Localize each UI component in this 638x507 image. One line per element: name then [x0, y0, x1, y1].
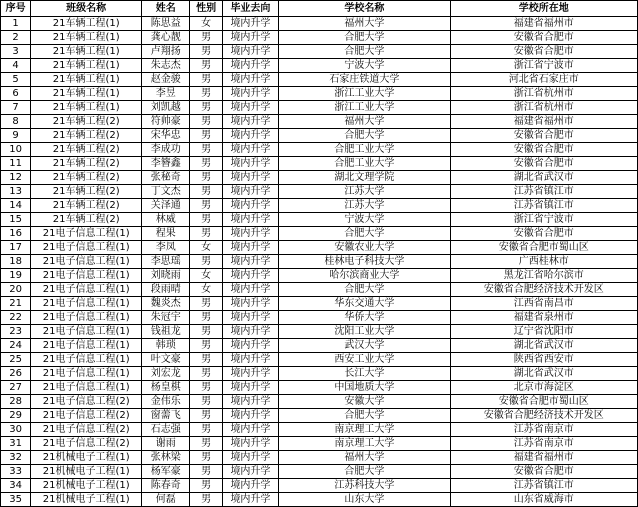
cell-location: 安徽省合肥市蜀山区	[450, 395, 638, 409]
table-row	[1, 199, 638, 213]
cell-destination: 境内升学	[222, 381, 278, 395]
cell-destination: 境内升学	[222, 339, 278, 353]
cell-gender: 男	[190, 465, 222, 479]
cell-gender: 男	[190, 409, 222, 423]
cell-index: 13	[1, 185, 31, 199]
table-row	[1, 45, 638, 59]
cell-name: 金伟乐	[142, 395, 190, 409]
cell-class: 21电子信息工程(2)	[31, 437, 142, 451]
cell-class: 21电子信息工程(1)	[31, 255, 142, 269]
cell-school: 石家庄铁道大学	[279, 73, 450, 87]
cell-school: 浙江工业大学	[279, 101, 450, 115]
cell-class: 21车辆工程(1)	[31, 17, 142, 31]
cell-location: 安徽省合肥经济技术开发区	[450, 283, 638, 297]
cell-destination: 境内升学	[222, 227, 278, 241]
column-header-gender: 性别	[190, 1, 222, 17]
table-row	[1, 353, 638, 367]
cell-class: 21电子信息工程(2)	[31, 423, 142, 437]
cell-destination: 境内升学	[222, 465, 278, 479]
cell-gender: 男	[190, 451, 222, 465]
cell-school: 长江大学	[279, 367, 450, 381]
cell-index: 26	[1, 367, 31, 381]
cell-class: 21电子信息工程(1)	[31, 381, 142, 395]
table-row	[1, 31, 638, 45]
cell-school: 合肥大学	[279, 129, 450, 143]
table-row	[1, 269, 638, 283]
cell-name: 刘凯越	[142, 101, 190, 115]
cell-gender: 女	[190, 241, 222, 255]
cell-gender: 男	[190, 185, 222, 199]
cell-destination: 境内升学	[222, 255, 278, 269]
cell-school: 福州大学	[279, 115, 450, 129]
cell-name: 程果	[142, 227, 190, 241]
table-row	[1, 311, 638, 325]
cell-destination: 境内升学	[222, 283, 278, 297]
cell-name: 张林梁	[142, 451, 190, 465]
cell-destination: 境内升学	[222, 129, 278, 143]
cell-name: 刘晓雨	[142, 269, 190, 283]
cell-school: 福州大学	[279, 451, 450, 465]
cell-location: 浙江省杭州市	[450, 87, 638, 101]
cell-index: 17	[1, 241, 31, 255]
cell-gender: 男	[190, 367, 222, 381]
cell-school: 江苏大学	[279, 199, 450, 213]
cell-school: 合肥大学	[279, 465, 450, 479]
column-header-school: 学校名称	[279, 1, 450, 17]
cell-gender: 男	[190, 297, 222, 311]
cell-destination: 境内升学	[222, 423, 278, 437]
cell-location: 广西桂林市	[450, 255, 638, 269]
cell-gender: 男	[190, 45, 222, 59]
table-row	[1, 171, 638, 185]
cell-name: 叶文豪	[142, 353, 190, 367]
cell-school: 山东大学	[279, 493, 450, 507]
cell-destination: 境内升学	[222, 143, 278, 157]
cell-index: 29	[1, 409, 31, 423]
table-body	[1, 17, 638, 507]
cell-school: 江苏大学	[279, 185, 450, 199]
cell-class: 21机械电子工程(1)	[31, 479, 142, 493]
cell-school: 湖北文理学院	[279, 171, 450, 185]
cell-name: 张秘奇	[142, 171, 190, 185]
cell-index: 22	[1, 311, 31, 325]
table-row	[1, 241, 638, 255]
cell-name: 宋华忠	[142, 129, 190, 143]
cell-class: 21电子信息工程(1)	[31, 283, 142, 297]
cell-class: 21电子信息工程(2)	[31, 409, 142, 423]
cell-gender: 男	[190, 479, 222, 493]
table-row	[1, 255, 638, 269]
cell-destination: 境内升学	[222, 367, 278, 381]
cell-school: 华东交通大学	[279, 297, 450, 311]
cell-class: 21车辆工程(1)	[31, 31, 142, 45]
table-row	[1, 283, 638, 297]
cell-gender: 女	[190, 283, 222, 297]
cell-destination: 境内升学	[222, 17, 278, 31]
cell-location: 安徽省合肥市	[450, 143, 638, 157]
cell-destination: 境内升学	[222, 311, 278, 325]
cell-location: 北京市海淀区	[450, 381, 638, 395]
cell-school: 沈阳工业大学	[279, 325, 450, 339]
cell-index: 31	[1, 437, 31, 451]
cell-school: 华侨大学	[279, 311, 450, 325]
cell-class: 21机械电子工程(1)	[31, 465, 142, 479]
cell-destination: 境内升学	[222, 269, 278, 283]
table-row	[1, 185, 638, 199]
cell-name: 韩琐	[142, 339, 190, 353]
cell-destination: 境内升学	[222, 451, 278, 465]
cell-school: 桂林电子科技大学	[279, 255, 450, 269]
cell-destination: 境内升学	[222, 353, 278, 367]
table-row	[1, 129, 638, 143]
cell-destination: 境内升学	[222, 185, 278, 199]
cell-name: 关泽通	[142, 199, 190, 213]
cell-name: 石志强	[142, 423, 190, 437]
cell-index: 25	[1, 353, 31, 367]
cell-name: 钱祖龙	[142, 325, 190, 339]
cell-class: 21电子信息工程(1)	[31, 367, 142, 381]
cell-index: 11	[1, 157, 31, 171]
cell-location: 河北省石家庄市	[450, 73, 638, 87]
cell-destination: 境内升学	[222, 87, 278, 101]
cell-gender: 男	[190, 227, 222, 241]
cell-name: 李成功	[142, 143, 190, 157]
cell-name: 李昱	[142, 87, 190, 101]
table-row	[1, 213, 638, 227]
table-row	[1, 367, 638, 381]
cell-class: 21车辆工程(2)	[31, 171, 142, 185]
cell-destination: 境内升学	[222, 31, 278, 45]
cell-school: 武汉大学	[279, 339, 450, 353]
cell-destination: 境内升学	[222, 115, 278, 129]
cell-index: 9	[1, 129, 31, 143]
cell-index: 10	[1, 143, 31, 157]
cell-school: 安徽农业大学	[279, 241, 450, 255]
cell-gender: 男	[190, 325, 222, 339]
table-row	[1, 101, 638, 115]
cell-class: 21电子信息工程(1)	[31, 311, 142, 325]
cell-destination: 境内升学	[222, 73, 278, 87]
cell-gender: 女	[190, 17, 222, 31]
cell-class: 21机械电子工程(1)	[31, 451, 142, 465]
cell-name: 丁文杰	[142, 185, 190, 199]
cell-class: 21车辆工程(1)	[31, 73, 142, 87]
cell-index: 7	[1, 101, 31, 115]
cell-class: 21车辆工程(1)	[31, 101, 142, 115]
cell-gender: 男	[190, 353, 222, 367]
cell-school: 南京理工大学	[279, 423, 450, 437]
cell-destination: 境内升学	[222, 213, 278, 227]
cell-gender: 男	[190, 101, 222, 115]
cell-name: 朱冠宇	[142, 311, 190, 325]
table-row	[1, 437, 638, 451]
table-row	[1, 339, 638, 353]
cell-name: 林威	[142, 213, 190, 227]
table-row	[1, 381, 638, 395]
cell-index: 4	[1, 59, 31, 73]
cell-gender: 男	[190, 437, 222, 451]
cell-school: 江苏科技大学	[279, 479, 450, 493]
cell-location: 福建省福州市	[450, 17, 638, 31]
cell-gender: 男	[190, 129, 222, 143]
column-header-destination: 毕业去向	[222, 1, 278, 17]
cell-location: 福建省福州市	[450, 115, 638, 129]
cell-gender: 男	[190, 213, 222, 227]
cell-school: 合肥大学	[279, 409, 450, 423]
cell-name: 龚心靓	[142, 31, 190, 45]
cell-gender: 男	[190, 171, 222, 185]
cell-class: 21电子信息工程(2)	[31, 395, 142, 409]
cell-location: 福建省泉州市	[450, 311, 638, 325]
cell-gender: 男	[190, 423, 222, 437]
cell-name: 杨军豪	[142, 465, 190, 479]
cell-destination: 境内升学	[222, 101, 278, 115]
cell-name: 谢雨	[142, 437, 190, 451]
cell-location: 安徽省合肥市	[450, 157, 638, 171]
cell-school: 合肥工业大学	[279, 157, 450, 171]
cell-location: 安徽省合肥市	[450, 129, 638, 143]
cell-destination: 境内升学	[222, 199, 278, 213]
cell-name: 李簪鑫	[142, 157, 190, 171]
cell-location: 安徽省合肥市	[450, 45, 638, 59]
table-row	[1, 227, 638, 241]
cell-class: 21车辆工程(2)	[31, 213, 142, 227]
cell-index: 18	[1, 255, 31, 269]
cell-name: 符帅豪	[142, 115, 190, 129]
cell-class: 21车辆工程(2)	[31, 129, 142, 143]
cell-class: 21机械电子工程(1)	[31, 493, 142, 507]
cell-gender: 男	[190, 157, 222, 171]
cell-location: 浙江省宁波市	[450, 213, 638, 227]
cell-destination: 境内升学	[222, 395, 278, 409]
cell-destination: 境内升学	[222, 171, 278, 185]
cell-location: 浙江省宁波市	[450, 59, 638, 73]
cell-index: 30	[1, 423, 31, 437]
cell-location: 安徽省合肥市	[450, 465, 638, 479]
cell-location: 湖北省武汉市	[450, 339, 638, 353]
table-row	[1, 115, 638, 129]
cell-destination: 境内升学	[222, 479, 278, 493]
cell-index: 15	[1, 213, 31, 227]
column-header-name: 姓名	[142, 1, 190, 17]
cell-class: 21电子信息工程(1)	[31, 339, 142, 353]
cell-school: 浙江工业大学	[279, 87, 450, 101]
cell-name: 窗薷飞	[142, 409, 190, 423]
cell-location: 江苏省镇江市	[450, 199, 638, 213]
cell-school: 宁波大学	[279, 59, 450, 73]
cell-class: 21车辆工程(2)	[31, 199, 142, 213]
cell-school: 哈尔滨商业大学	[279, 269, 450, 283]
cell-location: 山东省威海市	[450, 493, 638, 507]
table-row	[1, 409, 638, 423]
cell-index: 35	[1, 493, 31, 507]
table-row	[1, 479, 638, 493]
cell-index: 28	[1, 395, 31, 409]
cell-index: 24	[1, 339, 31, 353]
cell-class: 21车辆工程(2)	[31, 157, 142, 171]
cell-destination: 境内升学	[222, 325, 278, 339]
cell-destination: 境内升学	[222, 45, 278, 59]
cell-school: 西安工业大学	[279, 353, 450, 367]
cell-school: 合肥大学	[279, 45, 450, 59]
cell-name: 赵金骏	[142, 73, 190, 87]
cell-school: 中国地质大学	[279, 381, 450, 395]
cell-name: 段雨晴	[142, 283, 190, 297]
cell-destination: 境内升学	[222, 493, 278, 507]
cell-index: 8	[1, 115, 31, 129]
table-row	[1, 17, 638, 31]
cell-name: 朱志杰	[142, 59, 190, 73]
cell-school: 合肥大学	[279, 227, 450, 241]
cell-class: 21车辆工程(1)	[31, 87, 142, 101]
cell-gender: 男	[190, 143, 222, 157]
cell-school: 合肥大学	[279, 283, 450, 297]
column-header-location: 学校所在地	[450, 1, 638, 17]
cell-location: 湖北省武汉市	[450, 367, 638, 381]
cell-index: 16	[1, 227, 31, 241]
cell-name: 何磊	[142, 493, 190, 507]
cell-index: 34	[1, 479, 31, 493]
cell-location: 辽宁省沈阳市	[450, 325, 638, 339]
cell-location: 福建省福州市	[450, 451, 638, 465]
cell-class: 21电子信息工程(1)	[31, 269, 142, 283]
cell-class: 21电子信息工程(1)	[31, 227, 142, 241]
cell-name: 李思瑶	[142, 255, 190, 269]
cell-class: 21车辆工程(1)	[31, 45, 142, 59]
cell-location: 安徽省合肥市	[450, 31, 638, 45]
cell-index: 19	[1, 269, 31, 283]
cell-gender: 男	[190, 31, 222, 45]
cell-class: 21车辆工程(2)	[31, 143, 142, 157]
cell-index: 5	[1, 73, 31, 87]
cell-gender: 男	[190, 381, 222, 395]
cell-school: 福州大学	[279, 17, 450, 31]
cell-class: 21电子信息工程(1)	[31, 325, 142, 339]
cell-name: 卢翔扬	[142, 45, 190, 59]
table-row	[1, 451, 638, 465]
cell-school: 合肥大学	[279, 31, 450, 45]
cell-destination: 境内升学	[222, 409, 278, 423]
table-row	[1, 143, 638, 157]
cell-index: 27	[1, 381, 31, 395]
cell-gender: 男	[190, 59, 222, 73]
table-row	[1, 87, 638, 101]
cell-index: 21	[1, 297, 31, 311]
table-row	[1, 465, 638, 479]
cell-index: 3	[1, 45, 31, 59]
cell-location: 安徽省合肥市	[450, 227, 638, 241]
cell-location: 江苏省南京市	[450, 423, 638, 437]
cell-index: 1	[1, 17, 31, 31]
cell-gender: 男	[190, 73, 222, 87]
cell-class: 21车辆工程(2)	[31, 115, 142, 129]
cell-name: 刘宏龙	[142, 367, 190, 381]
cell-location: 江苏省镇江市	[450, 479, 638, 493]
cell-location: 安徽省合肥市蜀山区	[450, 241, 638, 255]
cell-school: 宁波大学	[279, 213, 450, 227]
cell-location: 江苏省南京市	[450, 437, 638, 451]
cell-location: 黑龙江省哈尔滨市	[450, 269, 638, 283]
cell-name: 魏炎杰	[142, 297, 190, 311]
cell-class: 21电子信息工程(1)	[31, 353, 142, 367]
cell-gender: 男	[190, 339, 222, 353]
cell-location: 浙江省杭州市	[450, 101, 638, 115]
column-header-class: 班级名称	[31, 1, 142, 17]
cell-class: 21车辆工程(1)	[31, 59, 142, 73]
cell-name: 李凤	[142, 241, 190, 255]
cell-index: 2	[1, 31, 31, 45]
cell-location: 安徽省合肥经济技术开发区	[450, 409, 638, 423]
cell-gender: 男	[190, 115, 222, 129]
cell-location: 江苏省镇江市	[450, 185, 638, 199]
table-row	[1, 73, 638, 87]
cell-gender: 男	[190, 395, 222, 409]
cell-index: 20	[1, 283, 31, 297]
cell-index: 23	[1, 325, 31, 339]
cell-index: 12	[1, 171, 31, 185]
cell-gender: 男	[190, 311, 222, 325]
table-header-row	[1, 1, 638, 17]
cell-gender: 男	[190, 199, 222, 213]
cell-destination: 境内升学	[222, 157, 278, 171]
cell-location: 江西省南昌市	[450, 297, 638, 311]
column-header-index: 序号	[1, 1, 31, 17]
cell-index: 14	[1, 199, 31, 213]
cell-location: 湖北省武汉市	[450, 171, 638, 185]
table-row	[1, 157, 638, 171]
cell-school: 南京理工大学	[279, 437, 450, 451]
cell-destination: 境内升学	[222, 241, 278, 255]
table-row	[1, 325, 638, 339]
cell-index: 6	[1, 87, 31, 101]
table-row	[1, 297, 638, 311]
cell-gender: 男	[190, 493, 222, 507]
cell-name: 陈春奇	[142, 479, 190, 493]
table-row	[1, 423, 638, 437]
cell-location: 陕西省西安市	[450, 353, 638, 367]
cell-index: 32	[1, 451, 31, 465]
cell-name: 陈思益	[142, 17, 190, 31]
cell-class: 21电子信息工程(1)	[31, 297, 142, 311]
cell-school: 合肥工业大学	[279, 143, 450, 157]
table-row	[1, 395, 638, 409]
cell-school: 安徽大学	[279, 395, 450, 409]
cell-gender: 男	[190, 255, 222, 269]
cell-index: 33	[1, 465, 31, 479]
cell-gender: 女	[190, 269, 222, 283]
table-row	[1, 59, 638, 73]
cell-class: 21电子信息工程(1)	[31, 241, 142, 255]
cell-class: 21车辆工程(2)	[31, 185, 142, 199]
cell-gender: 男	[190, 87, 222, 101]
cell-destination: 境内升学	[222, 297, 278, 311]
cell-name: 杨皇棋	[142, 381, 190, 395]
cell-destination: 境内升学	[222, 437, 278, 451]
cell-destination: 境内升学	[222, 59, 278, 73]
